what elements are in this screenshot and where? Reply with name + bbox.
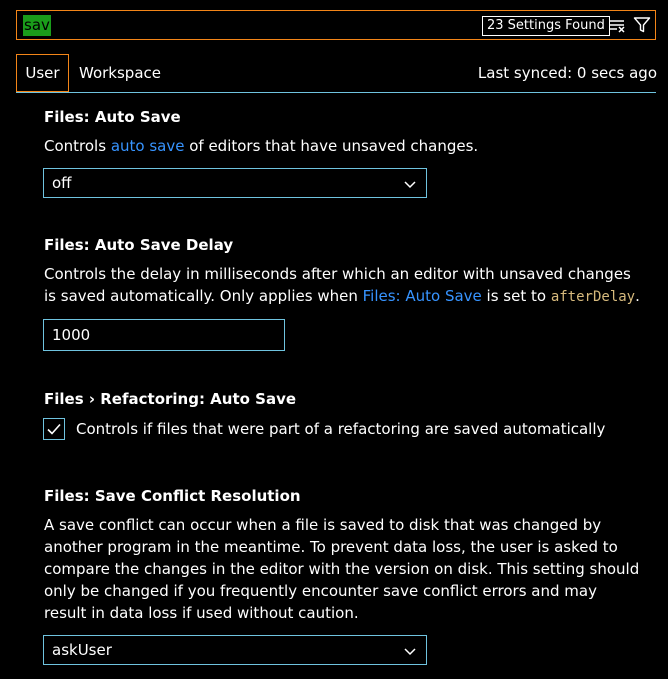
checkmark-icon bbox=[44, 419, 64, 439]
setting-title-refactoring-auto-save: Files › Refactoring: Auto Save bbox=[44, 390, 297, 408]
chevron-down-icon bbox=[403, 177, 417, 191]
last-synced-status: Last synced: 0 secs ago bbox=[477, 64, 657, 82]
tabs-divider bbox=[16, 92, 656, 93]
auto-save-delay-value: 1000 bbox=[52, 326, 91, 344]
clear-filter-icon[interactable] bbox=[609, 17, 627, 35]
settings-search-box[interactable] bbox=[16, 10, 656, 40]
auto-save-dropdown[interactable] bbox=[43, 168, 427, 198]
save-conflict-value: askUser bbox=[52, 641, 112, 659]
setting-desc-save-conflict: A save conflict can occur when a file is saved to disk that was changed by another program in the meantime. To prevent data loss, the user is asked to compare the changes in the editor with the version on disk. This setting should only be changed if you frequently encounter save conflict errors and may result in data loss if used without caution. bbox=[44, 516, 640, 622]
setting-title-save-conflict: Files: Save Conflict Resolution bbox=[44, 487, 301, 505]
auto-save-link[interactable]: auto save bbox=[110, 137, 185, 155]
tab-workspace[interactable]: Workspace bbox=[79, 64, 161, 82]
setting-title-auto-save-delay: Files: Auto Save Delay bbox=[44, 236, 234, 254]
refactoring-auto-save-checkbox[interactable] bbox=[43, 418, 65, 440]
after-delay-code: afterDelay bbox=[550, 289, 636, 305]
auto-save-value: off bbox=[52, 174, 72, 192]
auto-save-delay-input[interactable] bbox=[43, 319, 285, 351]
search-input[interactable]: sav bbox=[24, 16, 50, 34]
tab-user[interactable]: User bbox=[16, 54, 69, 92]
setting-title-auto-save: Files: Auto Save bbox=[44, 108, 181, 126]
setting-desc-auto-save-delay: Controls the delay in milliseconds after which an editor with unsaved changes is saved automatically. Only applies when Files: Auto Save is set to afterDelay. bbox=[44, 265, 640, 305]
setting-desc-auto-save: Controls auto save of editors that have unsaved changes. bbox=[44, 137, 479, 155]
chevron-down-icon bbox=[403, 644, 417, 658]
save-conflict-dropdown[interactable] bbox=[43, 635, 427, 665]
refactoring-auto-save-label: Controls if files that were part of a refactoring are saved automatically bbox=[76, 420, 606, 438]
filter-icon[interactable] bbox=[633, 16, 651, 34]
results-count-badge: 23 Settings Found bbox=[482, 16, 610, 36]
files-auto-save-link[interactable]: Files: Auto Save bbox=[362, 287, 482, 305]
